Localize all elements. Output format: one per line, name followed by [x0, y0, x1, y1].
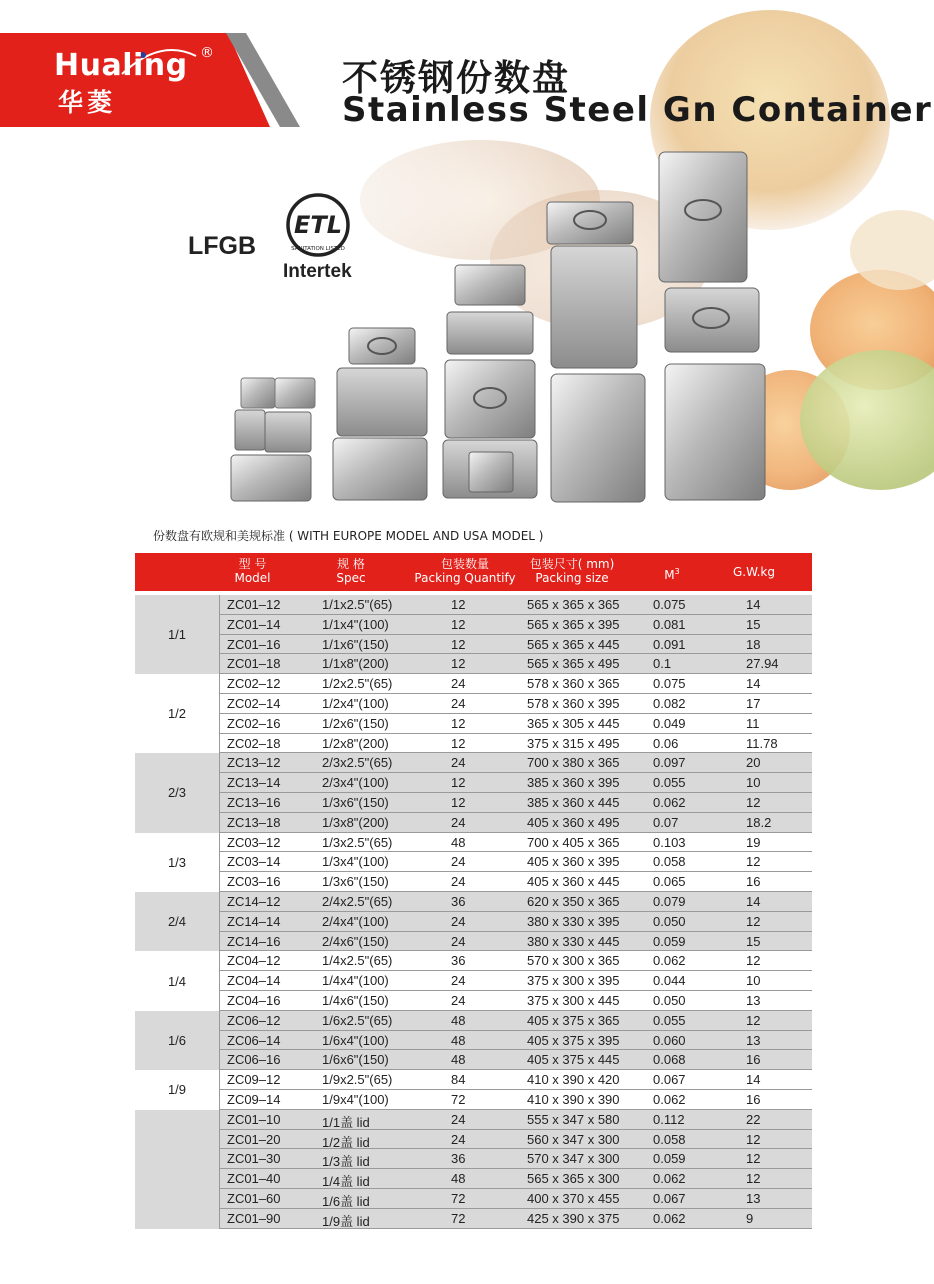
- cell-gw: 10: [746, 973, 761, 989]
- cell-size: 560 x 347 x 300: [527, 1131, 620, 1147]
- header-size-en: Packing size: [535, 571, 609, 585]
- cell-gw: 20: [746, 755, 761, 771]
- cell-qty: 36: [451, 1151, 466, 1167]
- group-rows: [219, 1070, 812, 1110]
- cell-spec: 1/9x4"(100): [322, 1091, 389, 1107]
- group-rows: [219, 951, 812, 1010]
- cell-qty: 24: [451, 992, 466, 1008]
- cell-spec: 1/1x8"(200): [322, 656, 389, 672]
- cell-qty: 48: [451, 1171, 466, 1187]
- table-row: [220, 951, 812, 971]
- cell-qty: 24: [451, 973, 466, 989]
- table-row: [220, 1149, 812, 1169]
- cell-qty: 12: [451, 794, 466, 810]
- cell-model: ZC04–12: [227, 953, 281, 969]
- cell-size: 380 x 330 x 445: [527, 933, 620, 949]
- cell-gw: 13: [746, 1190, 761, 1206]
- header-spec: [331, 557, 371, 585]
- cell-size: 570 x 347 x 300: [527, 1151, 620, 1167]
- header-spec-en: Spec: [336, 571, 366, 585]
- header-m3: [657, 565, 687, 582]
- cell-spec: 1/6盖 lid: [322, 1193, 370, 1209]
- table-row: [220, 1011, 812, 1031]
- cell-gw: 11.78: [746, 735, 778, 751]
- cell-gw: 18: [746, 636, 761, 652]
- cell-gw: 16: [746, 1052, 761, 1068]
- group-rows: [219, 833, 812, 892]
- table-row: [220, 892, 812, 912]
- table-row: [220, 654, 812, 674]
- cell-spec: 1/4x6"(150): [322, 992, 389, 1008]
- cell-gw: 12: [746, 1171, 761, 1187]
- cell-m3: 0.055: [653, 1012, 686, 1028]
- cell-size: 620 x 350 x 365: [527, 893, 620, 909]
- cell-model: ZC01–14: [227, 616, 281, 632]
- third-pans: [443, 265, 537, 498]
- cell-m3: 0.068: [653, 1052, 686, 1068]
- cell-gw: 11: [746, 715, 760, 731]
- cell-qty: 72: [451, 1210, 466, 1226]
- cell-model: ZC02–18: [227, 735, 281, 751]
- group-label: 2/3: [167, 785, 187, 801]
- cell-size: 405 x 360 x 395: [527, 854, 620, 870]
- cell-spec: 1/4x2.5"(65): [322, 953, 393, 969]
- header-qty-en: Packing Quantify: [414, 571, 516, 585]
- cell-m3: 0.049: [653, 715, 686, 731]
- cell-spec: 1/4盖 lid: [322, 1174, 370, 1190]
- group-label: [135, 1110, 219, 1229]
- cell-size: 375 x 315 x 495: [527, 735, 620, 751]
- table-row: [220, 1189, 812, 1209]
- table-group: [135, 833, 812, 892]
- cell-size: 565 x 365 x 365: [527, 597, 620, 612]
- cell-model: ZC06–14: [227, 1032, 281, 1048]
- cell-model: ZC01–20: [227, 1131, 281, 1147]
- cell-size: 565 x 365 x 495: [527, 656, 620, 672]
- cell-qty: 24: [451, 1131, 466, 1147]
- cell-model: ZC13–14: [227, 775, 281, 791]
- table-group: [135, 1070, 812, 1110]
- cell-spec: 1/1盖 lid: [322, 1114, 370, 1130]
- cell-model: ZC02–16: [227, 715, 281, 731]
- cell-gw: 18.2: [746, 814, 772, 830]
- cell-gw: 14: [746, 676, 761, 692]
- cell-qty: 72: [451, 1190, 466, 1206]
- cell-size: 375 x 300 x 395: [527, 973, 620, 989]
- cell-m3: 0.059: [653, 1151, 686, 1167]
- cell-gw: 16: [746, 874, 761, 890]
- cell-spec: 1/2x6"(150): [322, 715, 389, 731]
- cell-qty: 12: [451, 656, 466, 672]
- table-group: [135, 1011, 812, 1070]
- header-gw-label: G.W.kg: [733, 565, 775, 579]
- cell-m3: 0.050: [653, 913, 686, 929]
- header-qty-cn: 包装数量: [440, 557, 489, 571]
- cell-gw: 22: [746, 1111, 761, 1127]
- table-row: [220, 1110, 812, 1130]
- cell-size: 410 x 390 x 390: [527, 1091, 620, 1107]
- cell-gw: 13: [746, 1032, 761, 1048]
- table-row: [220, 714, 812, 734]
- table-row: [220, 813, 812, 833]
- cell-spec: 1/3x4"(100): [322, 854, 389, 870]
- cell-spec: 1/9x2.5"(65): [322, 1072, 393, 1088]
- table-row: [220, 615, 812, 635]
- cell-size: 405 x 360 x 445: [527, 874, 620, 890]
- cell-size: 400 x 370 x 455: [527, 1190, 620, 1206]
- cell-qty: 12: [451, 616, 466, 632]
- cell-model: ZC01–90: [227, 1210, 281, 1226]
- cell-gw: 10: [746, 775, 761, 791]
- header-spec-cn: 规 格: [337, 557, 365, 571]
- cell-model: ZC14–12: [227, 893, 281, 909]
- group-label: 1/6: [167, 1032, 187, 1048]
- group-rows: [219, 595, 812, 674]
- cell-m3: 0.067: [653, 1072, 686, 1088]
- table-row: [220, 991, 812, 1011]
- page-title-en: Stainless Steel Gn Container: [342, 90, 933, 130]
- group-label: 1/9: [167, 1082, 187, 1098]
- brand-name-en: Hualing: [54, 48, 188, 83]
- cell-spec: 1/6x6"(150): [322, 1052, 389, 1068]
- cell-model: ZC06–16: [227, 1052, 281, 1068]
- cell-m3: 0.065: [653, 874, 686, 890]
- full-pans: [659, 152, 765, 500]
- group-rows: [219, 1110, 812, 1229]
- cell-m3: 0.075: [653, 676, 686, 692]
- cell-m3: 0.050: [653, 992, 686, 1008]
- header-gw: [729, 565, 779, 579]
- table-row: [220, 852, 812, 872]
- table-row: [220, 773, 812, 793]
- cell-spec: 1/4x4"(100): [322, 973, 389, 989]
- cell-gw: 12: [746, 913, 761, 929]
- cell-size: 405 x 360 x 495: [527, 814, 620, 830]
- cell-model: ZC01–16: [227, 636, 281, 652]
- table-row: [220, 734, 812, 754]
- group-rows: [219, 892, 812, 951]
- model-standard-note: 份数盘有欧规和美规标准 ( WITH EUROPE MODEL AND USA MODEL ): [153, 529, 544, 543]
- intertek-mark: Intertek: [283, 261, 352, 282]
- cell-model: ZC01–40: [227, 1171, 281, 1187]
- cell-spec: 1/2x2.5"(65): [322, 676, 393, 692]
- cell-qty: 72: [451, 1091, 466, 1107]
- cell-qty: 48: [451, 1052, 466, 1068]
- cell-m3: 0.067: [653, 1190, 686, 1206]
- header-m3-label: M: [664, 568, 675, 582]
- table-group: [135, 892, 812, 951]
- quarter-pans: [333, 328, 427, 500]
- table-row: [220, 971, 812, 991]
- cell-size: 578 x 360 x 365: [527, 676, 620, 692]
- cell-model: ZC13–16: [227, 794, 281, 810]
- table-row: [220, 1050, 812, 1070]
- table-row: [220, 1169, 812, 1189]
- cell-size: 565 x 365 x 300: [527, 1171, 620, 1187]
- cell-size: 385 x 360 x 445: [527, 794, 620, 810]
- table-row: [220, 1209, 812, 1229]
- cell-qty: 24: [451, 695, 466, 711]
- cell-spec: 1/3x2.5"(65): [322, 834, 393, 850]
- lfgb-mark: LFGB: [188, 232, 257, 260]
- cell-qty: 12: [451, 636, 466, 652]
- table-row: [220, 674, 812, 694]
- cell-m3: 0.062: [653, 953, 686, 969]
- group-rows: [219, 1011, 812, 1070]
- group-label: 1/4: [167, 973, 187, 989]
- cell-qty: 12: [451, 715, 466, 731]
- cell-qty: 24: [451, 755, 466, 771]
- cell-spec: 1/1x4"(100): [322, 616, 389, 632]
- cell-qty: 12: [451, 735, 466, 751]
- cell-model: ZC03–14: [227, 854, 281, 870]
- header-model-cn: 型 号: [238, 557, 267, 571]
- cell-gw: 19: [746, 834, 761, 850]
- cell-model: ZC03–12: [227, 834, 281, 850]
- cell-gw: 27.94: [746, 656, 779, 672]
- cell-m3: 0.044: [653, 973, 686, 989]
- header-size-cn: 包装尺寸( mm): [529, 557, 615, 571]
- table-row: [220, 932, 812, 952]
- table-group: [135, 595, 812, 674]
- cell-spec: 1/2x4"(100): [322, 695, 389, 711]
- cell-m3: 0.112: [653, 1111, 685, 1127]
- cell-spec: 2/4x6"(150): [322, 933, 389, 949]
- cell-size: 375 x 300 x 445: [527, 992, 620, 1008]
- cell-spec: 1/1x2.5"(65): [322, 597, 393, 612]
- cell-model: ZC01–18: [227, 656, 281, 672]
- cell-spec: 1/2x8"(200): [322, 735, 389, 751]
- cell-size: 405 x 375 x 395: [527, 1032, 620, 1048]
- cell-qty: 12: [451, 775, 466, 791]
- table-row: [220, 833, 812, 853]
- spec-table: [135, 553, 812, 1229]
- cell-m3: 0.060: [653, 1032, 686, 1048]
- cell-m3: 0.081: [653, 616, 686, 632]
- cell-qty: 84: [451, 1072, 466, 1088]
- table-row: [220, 1130, 812, 1150]
- group-rows: [219, 753, 812, 832]
- cell-spec: 1/3x6"(150): [322, 874, 389, 890]
- table-group: [135, 1110, 812, 1229]
- etl-ring-text: SANITATION LISTED: [291, 246, 345, 252]
- table-body: [135, 595, 812, 1229]
- cell-m3: 0.082: [653, 695, 686, 711]
- table-row: [220, 753, 812, 773]
- table-row: [220, 1031, 812, 1051]
- product-photo: [225, 150, 785, 515]
- table-row: [220, 595, 812, 615]
- cell-model: ZC02–14: [227, 695, 281, 711]
- cell-m3: 0.1: [653, 656, 672, 672]
- cell-spec: 1/3x8"(200): [322, 814, 389, 830]
- header-model-en: Model: [234, 571, 271, 585]
- cell-m3: 0.058: [653, 1131, 686, 1147]
- cell-spec: 2/3x4"(100): [322, 775, 389, 791]
- group-label: 1/2: [167, 706, 187, 722]
- cell-qty: 48: [451, 1012, 466, 1028]
- cell-model: ZC01–12: [227, 597, 281, 612]
- cell-spec: 2/3x2.5"(65): [322, 755, 393, 771]
- cell-spec: 2/4x4"(100): [322, 913, 389, 929]
- cell-m3: 0.097: [653, 755, 686, 771]
- table-row: [220, 793, 812, 813]
- table-group: [135, 753, 812, 832]
- table-row: [220, 635, 812, 655]
- cell-spec: 1/6x2.5"(65): [322, 1012, 393, 1028]
- table-row: [220, 694, 812, 714]
- cell-spec: 1/9盖 lid: [322, 1213, 370, 1229]
- cell-m3: 0.062: [653, 794, 686, 810]
- cell-qty: 24: [451, 676, 466, 692]
- registered-mark: ®: [200, 45, 214, 61]
- cell-model: ZC14–14: [227, 913, 281, 929]
- cell-m3: 0.075: [653, 597, 686, 612]
- cell-model: ZC13–12: [227, 755, 281, 771]
- cell-gw: 16: [746, 1091, 761, 1107]
- cell-gw: 12: [746, 854, 761, 870]
- group-label: 1/1: [167, 627, 187, 643]
- cell-qty: 24: [451, 913, 466, 929]
- cell-m3: 0.091: [653, 636, 686, 652]
- cell-gw: 15: [746, 616, 761, 632]
- header-model: [230, 557, 275, 585]
- cell-gw: 12: [746, 1131, 761, 1147]
- group-label: 1/3: [167, 854, 187, 870]
- table-row: [220, 912, 812, 932]
- table-row: [220, 872, 812, 892]
- cell-model: ZC01–30: [227, 1151, 281, 1167]
- cell-size: 700 x 380 x 365: [527, 755, 620, 771]
- cell-m3: 0.062: [653, 1091, 686, 1107]
- cell-model: ZC09–12: [227, 1072, 281, 1088]
- cell-size: 410 x 390 x 420: [527, 1072, 620, 1088]
- cell-qty: 12: [451, 597, 466, 612]
- cell-size: 565 x 365 x 445: [527, 636, 620, 652]
- cell-model: ZC04–16: [227, 992, 281, 1008]
- cell-size: 565 x 365 x 395: [527, 616, 620, 632]
- header-m3-sup: 3: [674, 567, 680, 576]
- cell-model: ZC02–12: [227, 676, 281, 692]
- cell-spec: 1/3盖 lid: [322, 1154, 370, 1170]
- cell-gw: 12: [746, 794, 761, 810]
- cell-qty: 48: [451, 1032, 466, 1048]
- cell-qty: 24: [451, 933, 466, 949]
- cell-spec: 1/1x6"(150): [322, 636, 389, 652]
- cell-model: ZC01–60: [227, 1190, 281, 1206]
- cell-spec: 1/6x4"(100): [322, 1032, 389, 1048]
- cell-size: 405 x 375 x 365: [527, 1012, 620, 1028]
- table-header: [135, 553, 812, 591]
- cell-qty: 36: [451, 953, 466, 969]
- cell-gw: 15: [746, 933, 761, 949]
- cell-gw: 14: [746, 1072, 761, 1088]
- cell-m3: 0.062: [653, 1210, 686, 1226]
- small-pans: [231, 378, 315, 501]
- cell-qty: 24: [451, 854, 466, 870]
- cell-qty: 24: [451, 874, 466, 890]
- cell-gw: 12: [746, 953, 761, 969]
- cell-size: 385 x 360 x 395: [527, 775, 620, 791]
- cell-size: 555 x 347 x 580: [527, 1111, 620, 1127]
- header-size: [527, 557, 617, 585]
- header-qty: [413, 557, 517, 585]
- cell-m3: 0.059: [653, 933, 686, 949]
- cell-model: ZC14–16: [227, 933, 281, 949]
- cell-gw: 14: [746, 597, 761, 612]
- page-title-cn: 不锈钢份数盘: [342, 58, 571, 99]
- cell-spec: 1/2盖 lid: [322, 1134, 370, 1150]
- cell-gw: 17: [746, 695, 761, 711]
- cell-model: ZC01–10: [227, 1111, 281, 1127]
- cell-m3: 0.103: [653, 834, 686, 850]
- cell-gw: 13: [746, 992, 761, 1008]
- etl-logo-text: ETL: [293, 211, 343, 239]
- cell-size: 700 x 405 x 365: [527, 834, 620, 850]
- cell-size: 365 x 305 x 445: [527, 715, 620, 731]
- cell-model: ZC13–18: [227, 814, 281, 830]
- cell-size: 425 x 390 x 375: [527, 1210, 620, 1226]
- table-row: [220, 1090, 812, 1110]
- cell-m3: 0.079: [653, 893, 686, 909]
- group-label: 2/4: [167, 914, 187, 930]
- cell-m3: 0.058: [653, 854, 686, 870]
- cell-m3: 0.07: [653, 814, 679, 830]
- cell-gw: 14: [746, 893, 761, 909]
- cell-m3: 0.06: [653, 735, 679, 751]
- cell-model: ZC06–12: [227, 1012, 281, 1028]
- group-rows: [219, 674, 812, 753]
- table-group: [135, 674, 812, 753]
- cell-size: 570 x 300 x 365: [527, 953, 620, 969]
- half-pans: [547, 202, 645, 502]
- cell-model: ZC03–16: [227, 874, 281, 890]
- cell-size: 578 x 360 x 395: [527, 695, 620, 711]
- cell-m3: 0.055: [653, 775, 686, 791]
- cell-m3: 0.062: [653, 1171, 686, 1187]
- cell-model: ZC04–14: [227, 973, 281, 989]
- cell-gw: 12: [746, 1012, 761, 1028]
- cell-qty: 24: [451, 1111, 466, 1127]
- table-group: [135, 951, 812, 1010]
- cell-size: 380 x 330 x 395: [527, 913, 620, 929]
- cell-spec: 1/3x6"(150): [322, 794, 389, 810]
- cell-model: ZC09–14: [227, 1091, 281, 1107]
- cell-qty: 48: [451, 834, 466, 850]
- cell-gw: 9: [746, 1210, 754, 1226]
- table-row: [220, 1070, 812, 1090]
- brand-name-cn: 华菱: [58, 88, 117, 117]
- cell-size: 405 x 375 x 445: [527, 1052, 620, 1068]
- cell-gw: 12: [746, 1151, 761, 1167]
- cell-qty: 24: [451, 814, 466, 830]
- cell-spec: 2/4x2.5"(65): [322, 893, 393, 909]
- cell-qty: 36: [451, 893, 466, 909]
